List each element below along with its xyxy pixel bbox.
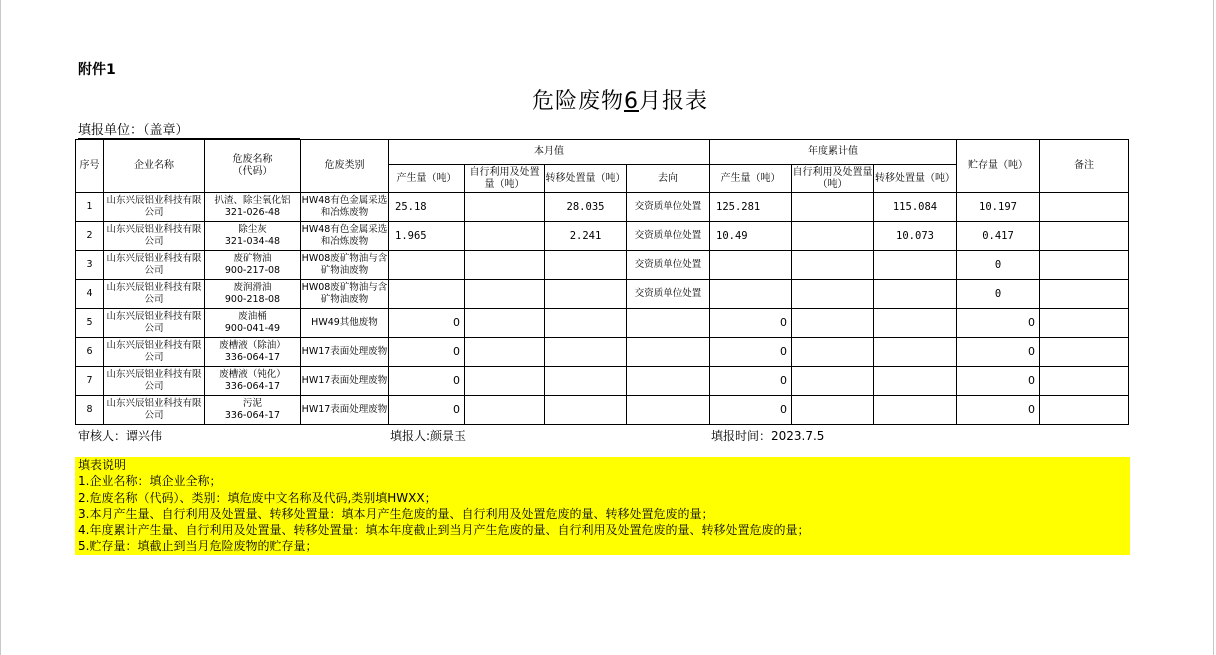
cell-company: 山东兴辰铝业科技有限公司 [104, 396, 205, 425]
cell-company: 山东兴辰铝业科技有限公司 [104, 251, 205, 280]
cell-month-destination [627, 367, 710, 396]
table-row [76, 280, 1129, 309]
cell-waste-name [205, 280, 301, 309]
table-row [76, 251, 1129, 280]
table-row [76, 309, 1129, 338]
header-year-produced: 产生量（吨） [710, 165, 792, 193]
cell-stock: 0 [957, 396, 1040, 425]
attachment-label: 附件1 [78, 62, 116, 78]
title-month: 6 [624, 89, 639, 114]
cell-stock: 0 [957, 309, 1040, 338]
cell-remark [1040, 251, 1129, 280]
waste-code: 336-064-17 [224, 352, 281, 363]
cell-waste-name [205, 251, 301, 280]
waste-name: 污泥 [242, 398, 262, 409]
filling-instructions [75, 457, 1130, 555]
waste-name: 废润滑油 [233, 282, 272, 293]
cell-category: HW17表面处理废物 [301, 367, 389, 396]
cell-month-destination [627, 396, 710, 425]
cell-year-transfer [874, 280, 957, 309]
cell-month-transfer [545, 251, 627, 280]
cell-year-transfer: 115.084 [874, 193, 957, 222]
notes-title: 填表说明 [78, 458, 127, 472]
cell-seq: 1 [76, 193, 104, 222]
note-line: 2.危废名称（代码）、类别：填危废中文名称及代码,类别填HWXX； [78, 490, 437, 505]
cell-company: 山东兴辰铝业科技有限公司 [104, 280, 205, 309]
cell-category: HW48有色金属采选和冶炼废物 [301, 193, 389, 222]
cell-year-produced: 0 [710, 338, 792, 367]
cell-year-self [792, 367, 874, 396]
cell-company: 山东兴辰铝业科技有限公司 [104, 367, 205, 396]
header-year-self: 自行利用及处置量（吨） [792, 165, 874, 193]
header-month-destination: 去向 [627, 165, 710, 193]
cell-year-self [792, 309, 874, 338]
cell-month-produced: 25.18 [389, 193, 465, 222]
waste-code: 900-217-08 [224, 265, 281, 276]
cell-month-destination [627, 338, 710, 367]
reporting-unit [78, 119, 300, 139]
cell-remark [1040, 367, 1129, 396]
cell-year-produced: 0 [710, 396, 792, 425]
cell-waste-name [205, 396, 301, 425]
cell-year-self [792, 396, 874, 425]
cell-year-self [792, 338, 874, 367]
cell-month-produced [389, 251, 465, 280]
cell-year-self [792, 193, 874, 222]
cell-seq: 2 [76, 222, 104, 251]
cell-month-self [465, 309, 545, 338]
waste-name: 除尘灰 [238, 224, 267, 235]
reviewer: 审核人：谭兴伟 [78, 429, 163, 443]
table-row [76, 367, 1129, 396]
cell-category: HW17表面处理废物 [301, 396, 389, 425]
cell-month-transfer [545, 338, 627, 367]
cell-remark [1040, 396, 1129, 425]
header-stock: 贮存量（吨） [957, 140, 1040, 193]
cell-month-produced: 0 [389, 396, 465, 425]
note-line: 5.贮存量：填截止到当月危险废物的贮存量； [78, 539, 318, 554]
header-month-self: 自行利用及处置量（吨） [465, 165, 545, 193]
header-seq: 序号 [76, 140, 104, 193]
cell-year-produced [710, 280, 792, 309]
header-month-group: 本月值 [389, 140, 710, 165]
note-line: 4.年度累计产生量、自行利用及处置量、转移处置量：填本年度截止到当月产生危废的量、自行利用及处置危废的量、转移处置危废的量； [78, 523, 810, 538]
cell-stock: 0 [957, 280, 1040, 309]
waste-code: 336-064-17 [224, 410, 281, 421]
cell-remark [1040, 193, 1129, 222]
cell-year-transfer [874, 251, 957, 280]
cell-month-produced: 1.965 [389, 222, 465, 251]
cell-category: HW49其他废物 [301, 309, 389, 338]
cell-company: 山东兴辰铝业科技有限公司 [104, 338, 205, 367]
title-suffix: 月报表 [639, 89, 709, 114]
waste-name: 废槽液（钝化） [219, 369, 286, 380]
cell-seq: 6 [76, 338, 104, 367]
waste-code: 321-034-48 [224, 236, 281, 247]
waste-code: 900-041-49 [224, 323, 281, 334]
cell-stock: 0 [957, 251, 1040, 280]
cell-year-transfer [874, 396, 957, 425]
cell-seq: 5 [76, 309, 104, 338]
table-row [76, 222, 1129, 251]
cell-year-self [792, 222, 874, 251]
sheet-left-edge [0, 0, 1, 655]
waste-report-table [75, 139, 1129, 425]
cell-year-produced: 10.49 [710, 222, 792, 251]
header-month-transfer: 转移处置量（吨） [545, 165, 627, 193]
cell-month-self [465, 338, 545, 367]
cell-month-self [465, 251, 545, 280]
cell-month-destination [627, 309, 710, 338]
cell-year-self [792, 280, 874, 309]
waste-name: 废槽液（除油） [219, 340, 286, 351]
waste-code: 900-218-08 [224, 294, 281, 305]
report-title [470, 84, 770, 115]
cell-month-self [465, 280, 545, 309]
filler: 填报人:颜景玉 [390, 429, 467, 443]
waste-name: 扒渣、除尘氧化铝 [214, 195, 291, 206]
cell-year-transfer [874, 367, 957, 396]
unit-label: 填报单位：（盖章） [78, 119, 300, 139]
waste-code: 336-064-17 [224, 381, 281, 392]
cell-remark [1040, 222, 1129, 251]
cell-seq: 4 [76, 280, 104, 309]
waste-name: 废油桶 [238, 311, 267, 322]
cell-year-produced: 0 [710, 309, 792, 338]
cell-seq: 3 [76, 251, 104, 280]
note-line: 1.企业名称：填企业全称； [78, 474, 222, 489]
waste-code: 321-026-48 [224, 207, 281, 218]
cell-month-self [465, 222, 545, 251]
header-waste-category: 危废类别 [301, 140, 389, 193]
cell-company: 山东兴辰铝业科技有限公司 [104, 222, 205, 251]
cell-month-self [465, 396, 545, 425]
table-row [76, 338, 1129, 367]
cell-month-destination: 交资质单位处置 [627, 193, 710, 222]
cell-company: 山东兴辰铝业科技有限公司 [104, 309, 205, 338]
cell-month-self [465, 367, 545, 396]
cell-month-transfer [545, 367, 627, 396]
title-prefix: 危险废物 [531, 89, 624, 114]
header-waste-name: 危废名称 （代码） [205, 140, 301, 193]
cell-year-produced: 125.281 [710, 193, 792, 222]
sheet-right-edge [1213, 0, 1214, 655]
cell-stock: 0 [957, 367, 1040, 396]
cell-year-transfer [874, 338, 957, 367]
cell-month-transfer: 28.035 [545, 193, 627, 222]
cell-month-transfer: 2.241 [545, 222, 627, 251]
cell-waste-name [205, 193, 301, 222]
cell-stock: 0 [957, 338, 1040, 367]
cell-month-transfer [545, 309, 627, 338]
header-year-group: 年度累计值 [710, 140, 957, 165]
cell-remark [1040, 338, 1129, 367]
header-company: 企业名称 [104, 140, 205, 193]
cell-month-transfer [545, 396, 627, 425]
cell-year-self [792, 251, 874, 280]
cell-waste-name [205, 367, 301, 396]
cell-seq: 7 [76, 367, 104, 396]
report-time: 填报时间：2023.7.5 [711, 429, 825, 443]
waste-name: 废矿物油 [233, 253, 272, 264]
header-month-produced: 产生量（吨） [389, 165, 465, 193]
cell-remark [1040, 280, 1129, 309]
cell-category: HW08废矿物油与含矿物油废物 [301, 280, 389, 309]
cell-month-self [465, 193, 545, 222]
cell-year-transfer [874, 309, 957, 338]
cell-stock: 10.197 [957, 193, 1040, 222]
table-row [76, 396, 1129, 425]
cell-category: HW48有色金属采选和冶炼废物 [301, 222, 389, 251]
note-line: 3.本月产生量、自行利用及处置量、转移处置量：填本月产生危废的量、自行利用及处置危废的量、转移处置危废的量； [78, 506, 714, 521]
cell-year-produced [710, 251, 792, 280]
cell-month-produced: 0 [389, 309, 465, 338]
cell-waste-name [205, 222, 301, 251]
cell-company: 山东兴辰铝业科技有限公司 [104, 193, 205, 222]
cell-month-transfer [545, 280, 627, 309]
cell-category: HW17表面处理废物 [301, 338, 389, 367]
report-body [76, 193, 1129, 425]
cell-month-destination: 交资质单位处置 [627, 280, 710, 309]
cell-month-produced: 0 [389, 338, 465, 367]
cell-year-produced: 0 [710, 367, 792, 396]
cell-month-destination: 交资质单位处置 [627, 222, 710, 251]
cell-waste-name [205, 309, 301, 338]
cell-month-produced: 0 [389, 367, 465, 396]
cell-category: HW08废矿物油与含矿物油废物 [301, 251, 389, 280]
header-year-transfer: 转移处置量（吨） [874, 165, 957, 193]
cell-year-transfer: 10.073 [874, 222, 957, 251]
cell-stock: 0.417 [957, 222, 1040, 251]
cell-seq: 8 [76, 396, 104, 425]
cell-month-produced [389, 280, 465, 309]
header-row-1 [76, 140, 1129, 165]
cell-remark [1040, 309, 1129, 338]
cell-waste-name [205, 338, 301, 367]
header-remark: 备注 [1040, 140, 1129, 193]
cell-month-destination: 交资质单位处置 [627, 251, 710, 280]
table-row [76, 193, 1129, 222]
